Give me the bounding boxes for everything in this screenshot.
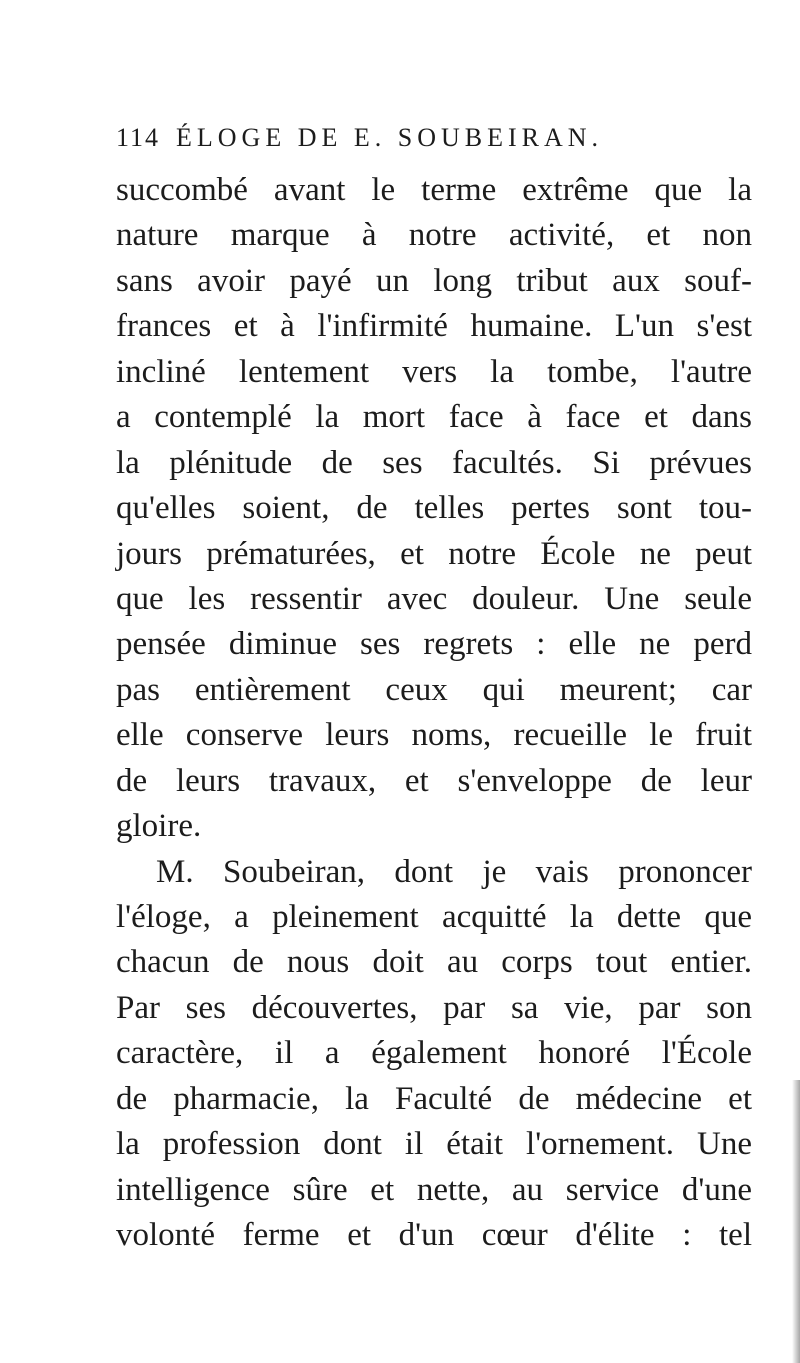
paragraph-start-line: M. Soubeiran, dont je vais prononcer <box>156 853 752 890</box>
text-line: gloire. <box>116 808 202 845</box>
text-line: chacun de nous doit au corps tout entier. <box>116 944 752 981</box>
text-line: la plénitude de ses facultés. Si prévues <box>116 444 752 481</box>
text-line: l'éloge, a pleinement acquitté la dette que <box>116 899 752 935</box>
page-edge-shadow <box>792 1080 800 1363</box>
text-line: frances et à l'infirmité humaine. L'un s'est <box>116 308 752 345</box>
running-head <box>116 118 756 158</box>
text-line: elle conserve leurs noms, recueille le fruit <box>116 717 752 754</box>
running-head-title: ÉLOGE DE E. SOUBEIRAN. <box>176 123 604 152</box>
body-text <box>116 168 752 1259</box>
text-line: Par ses découvertes, par sa vie, par son <box>116 989 752 1026</box>
text-line: pas entièrement ceux qui meurent; car <box>116 671 752 708</box>
text-line: succombé avant le terme extrême que la <box>116 172 752 208</box>
text-line: qu'elles soient, de telles pertes sont tou- <box>116 490 752 527</box>
text-line: a contemplé la mort face à face et dans <box>116 399 752 436</box>
page-number: 114 <box>116 123 161 152</box>
text-line: pensée diminue ses regrets : elle ne perd <box>116 626 752 663</box>
text-line: de pharmacie, la Faculté de médecine et <box>116 1080 752 1117</box>
text-line: nature marque à notre activité, et non <box>116 217 752 254</box>
text-line: que les ressentir avec douleur. Une seule <box>116 580 752 617</box>
text-line: volonté ferme et d'un cœur d'élite : tel <box>116 1217 752 1254</box>
text-line: incliné lentement vers la tombe, l'autre <box>116 353 752 390</box>
text-line: caractère, il a également honoré l'École <box>116 1035 752 1072</box>
text-line: de leurs travaux, et s'enveloppe de leur <box>116 762 752 799</box>
text-line: jours prématurées, et notre École ne peut <box>116 535 752 572</box>
text-line: sans avoir payé un long tribut aux souf- <box>116 262 752 299</box>
text-line: intelligence sûre et nette, au service d'une <box>116 1171 752 1208</box>
text-line: la profession dont il était l'ornement. Une <box>116 1126 752 1163</box>
